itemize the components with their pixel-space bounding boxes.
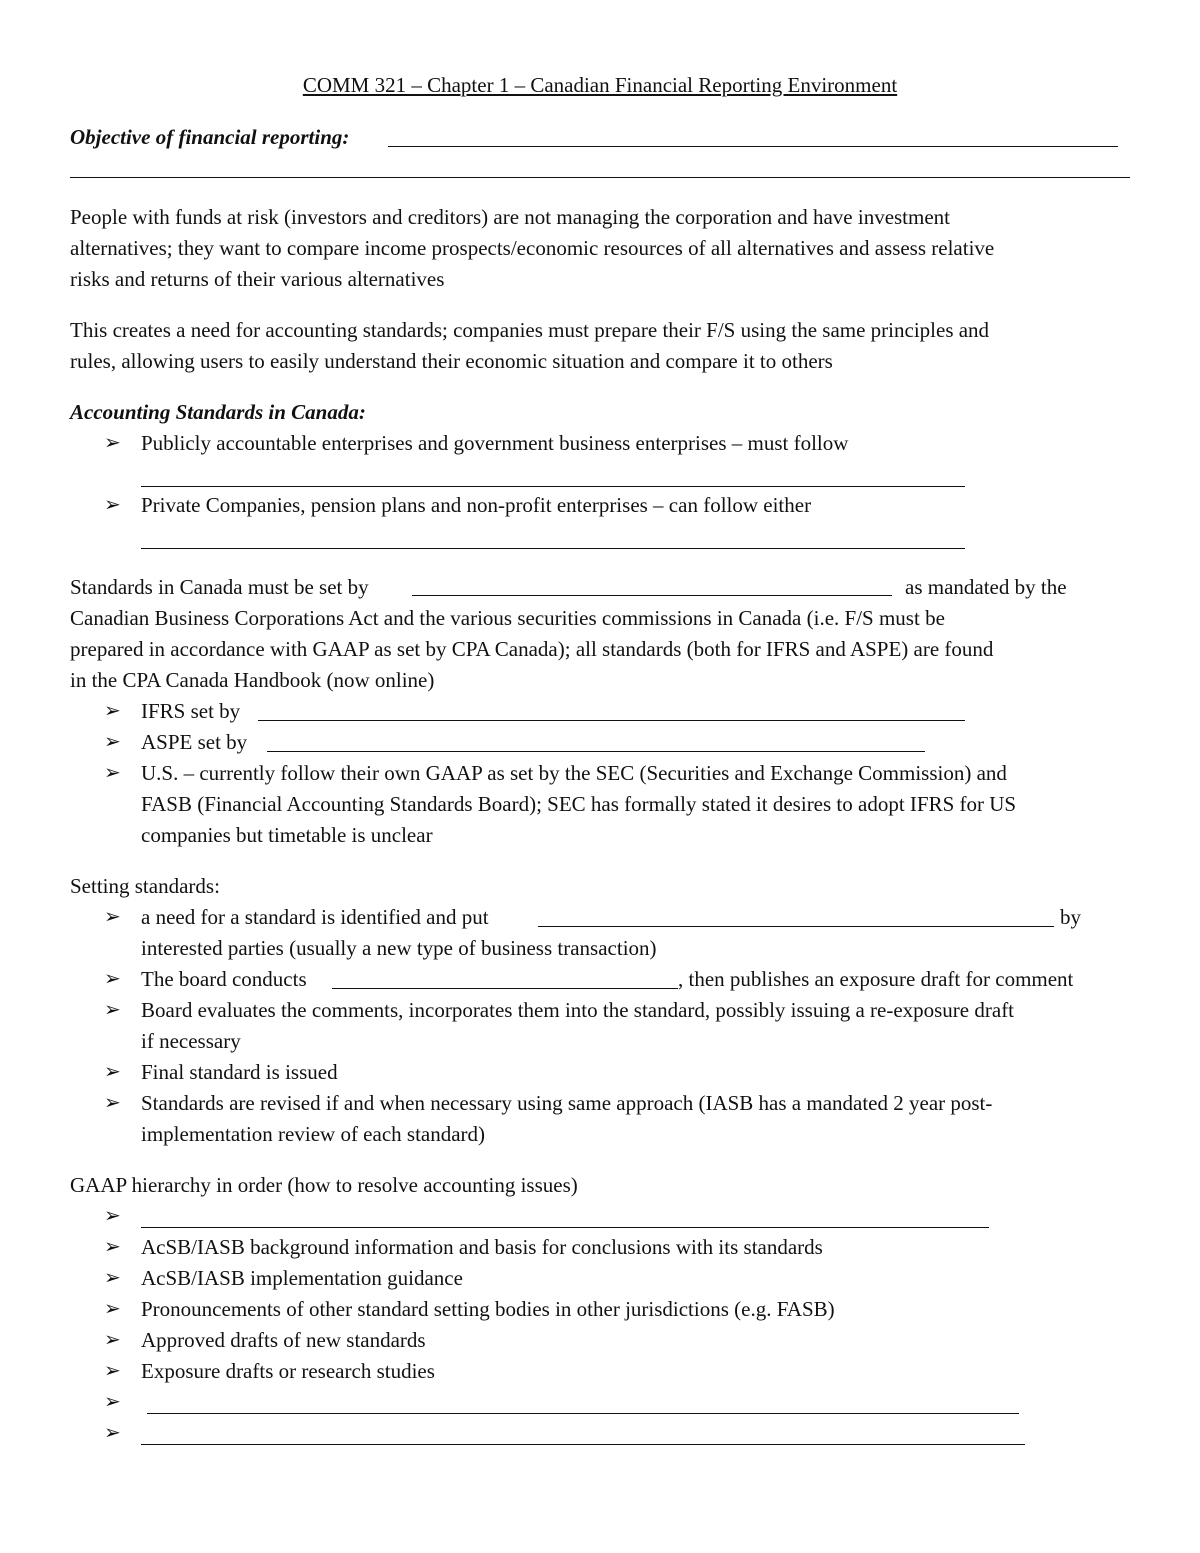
aspe-label: ASPE set by [141,730,248,754]
bullet-arrow-icon: ➢ [104,968,121,990]
gaap-item-3: Pronouncements of other standard setting bodies in other jurisdictions (e.g. FASB) [141,1297,835,1321]
standards-bullet-2: Private Companies, pension plans and non-profit enterprises – can follow either [141,493,812,517]
bullet-arrow-icon: ➢ [104,1422,121,1444]
bullet-arrow-icon: ➢ [104,1092,121,1114]
bullet-arrow-icon: ➢ [104,700,121,722]
bullet-arrow-icon: ➢ [104,1267,121,1289]
us-line-1: U.S. – currently follow their own GAAP as set by the SEC (Securities and Exchange Commission) and [141,761,1007,785]
bullet-arrow-icon: ➢ [104,1061,121,1083]
gaap-blank-3[interactable] [141,1444,1025,1445]
gaap-item-2: AcSB/IASB implementation guidance [141,1266,463,1290]
setting-b1-blank[interactable] [538,926,1054,927]
standards-blank-1[interactable] [141,486,965,487]
bullet-arrow-icon: ➢ [104,1298,121,1320]
setting-b5-line-1: Standards are revised if and when necessary using same approach (IASB has a mandated 2 year post- [141,1091,993,1115]
gaap-heading: GAAP hierarchy in order (how to resolve accounting issues) [70,1173,578,1197]
setting-b1-after: by [1060,905,1081,929]
gaap-item-5: Exposure drafts or research studies [141,1359,435,1383]
setting-b2-after: , then publishes an exposure draft for comment [678,967,1074,991]
setby-line-4: in the CPA Canada Handbook (now online) [70,668,435,692]
us-line-3: companies but timetable is unclear [141,823,433,847]
setting-b3-line-1: Board evaluates the comments, incorporates them into the standard, possibly issuing a re-exposure draft [141,998,1015,1022]
bullet-arrow-icon: ➢ [104,1329,121,1351]
gaap-blank-1[interactable] [141,1227,989,1228]
setting-b4: Final standard is issued [141,1060,338,1084]
para2-line-2: rules, allowing users to easily understand their economic situation and compare it to others [70,349,833,373]
objective-label: Objective of financial reporting: [70,125,350,149]
setby-blank[interactable] [412,595,892,596]
setby-line-2: Canadian Business Corporations Act and the various securities commissions in Canada (i.e. F/S must be [70,606,945,630]
setby-after: as mandated by the [905,575,1067,599]
setting-heading: Setting standards: [70,874,220,898]
bullet-arrow-icon: ➢ [104,494,121,516]
setting-b3-line-2: if necessary [141,1029,241,1053]
bullet-arrow-icon: ➢ [104,1360,121,1382]
para2-line-1: This creates a need for accounting standards; companies must prepare their F/S using the same principles and [70,318,990,342]
gaap-item-4: Approved drafts of new standards [141,1328,426,1352]
bullet-arrow-icon: ➢ [104,1391,121,1413]
setting-b2-before: The board conducts [141,967,307,991]
bullet-arrow-icon: ➢ [104,432,121,454]
objective-blank-2[interactable] [70,177,1130,178]
bullet-arrow-icon: ➢ [104,906,121,928]
para1-line-2: alternatives; they want to compare income prospects/economic resources of all alternatives and assess relative [70,236,995,260]
page-title: COMM 321 – Chapter 1 – Canadian Financial Reporting Environment [302,73,898,97]
ifrs-blank[interactable] [258,720,965,721]
setting-b5-line-2: implementation review of each standard) [141,1122,486,1146]
para1-line-1: People with funds at risk (investors and creditors) are not managing the corporation and have investment [70,205,951,229]
bullet-arrow-icon: ➢ [104,999,121,1021]
gaap-blank-2[interactable] [147,1413,1019,1414]
setby-line-3: prepared in accordance with GAAP as set by CPA Canada); all standards (both for IFRS and ASPE) are found [70,637,994,661]
ifrs-label: IFRS set by [141,699,241,723]
standards-bullet-1: Publicly accountable enterprises and government business enterprises – must follow [141,431,849,455]
setting-b2-blank[interactable] [332,988,678,989]
standards-blank-2[interactable] [141,548,965,549]
setby-before: Standards in Canada must be set by [70,575,369,599]
us-line-2: FASB (Financial Accounting Standards Board); SEC has formally stated it desires to adopt IFRS for US [141,792,1017,816]
bullet-arrow-icon: ➢ [104,1236,121,1258]
aspe-blank[interactable] [267,751,925,752]
gaap-item-1: AcSB/IASB background information and basis for conclusions with its standards [141,1235,823,1259]
bullet-arrow-icon: ➢ [104,1205,121,1227]
setting-b1-line-2: interested parties (usually a new type of business transaction) [141,936,657,960]
section-heading-standards: Accounting Standards in Canada: [70,400,366,424]
setting-b1-before: a need for a standard is identified and put [141,905,489,929]
bullet-arrow-icon: ➢ [104,731,121,753]
bullet-arrow-icon: ➢ [104,762,121,784]
objective-blank-1[interactable] [388,146,1118,147]
para1-line-3: risks and returns of their various alternatives [70,267,445,291]
